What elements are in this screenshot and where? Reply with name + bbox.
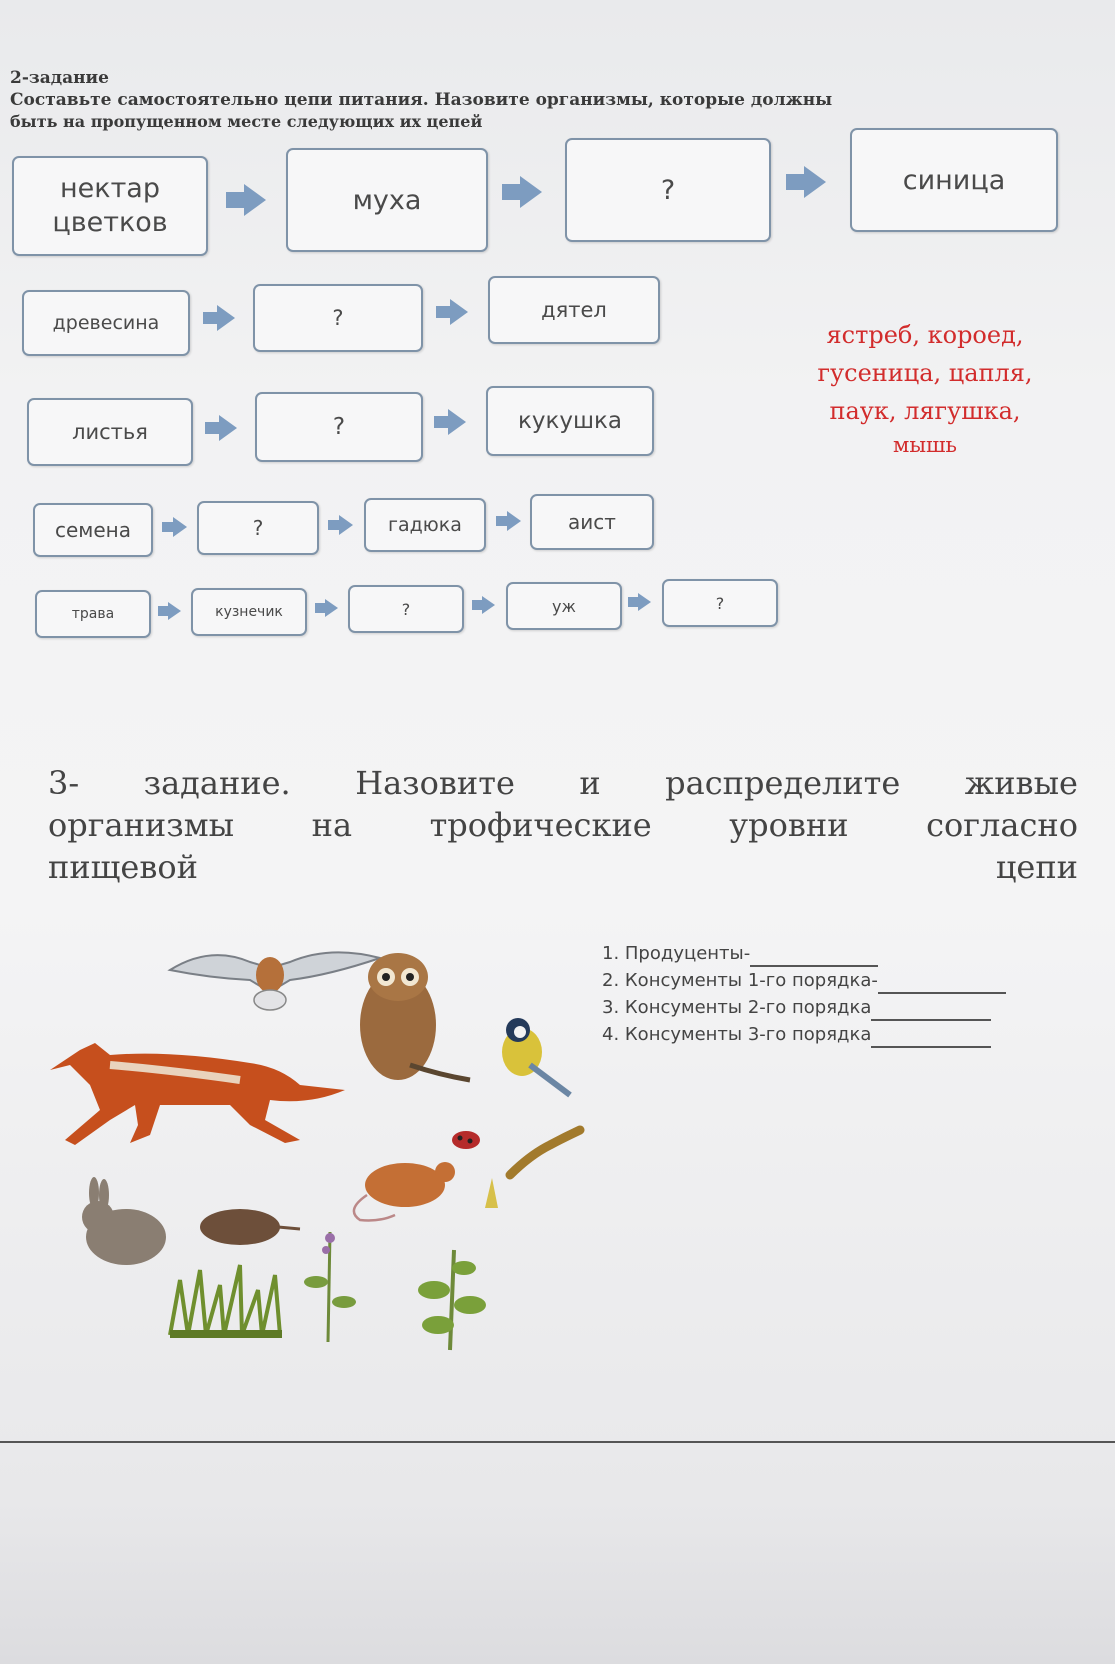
chain3-box-1: листья [27,398,193,466]
chain4-box-1: семена [33,503,153,557]
trophic-levels-list [602,940,1082,1048]
word-bank-line: паук, лягушка, [829,397,1021,425]
task3-heading-line3 [48,848,1078,886]
rabbit-icon [82,1177,166,1265]
chain1-box-3[interactable]: ? [565,138,771,242]
task3-word: 3- [48,764,80,802]
level-3-answer[interactable] [871,1001,991,1021]
chain5-box-4: уж [506,582,622,630]
level-4-label: 4. Консументы 3-го порядка [602,1024,872,1045]
chain5-box-2: кузнечик [191,588,307,636]
task3-word: задание. [143,764,291,802]
chain4-box-2[interactable]: ? [197,501,319,555]
chain2-box-2[interactable]: ? [253,284,423,352]
level-2-answer[interactable] [878,974,1006,994]
task3-word: уровни [729,806,849,844]
level-2-row [602,967,1082,994]
task3-word: распределите [665,764,901,802]
task3-heading-line2 [48,806,1078,844]
task2-instruction-line1: Составьте самостоятельно цепи питания. Назовите организмы, которые должны [10,90,833,110]
task3-word: на [311,806,353,844]
task3-word: цепи [995,848,1078,886]
insect-icon [485,1178,498,1208]
task3-word: Назовите [355,764,515,802]
chain5-box-5[interactable]: ? [662,579,778,627]
level-1-answer[interactable] [750,947,878,967]
level-2-label: 2. Консументы 1-го порядка- [602,970,878,991]
chain2-box-1: древесина [22,290,190,356]
task2-heading: 2-задание [10,68,109,88]
organisms-illustration [40,920,620,1360]
level-4-row [602,1021,1082,1048]
task3-heading-line1 [48,764,1078,802]
word-bank-line: ястреб, короед, [826,321,1024,349]
task3-word: трофические [429,806,652,844]
chain3-box-2[interactable]: ? [255,392,423,462]
mouse-icon [354,1162,455,1220]
owl-icon [360,953,470,1080]
level-3-row [602,994,1082,1021]
word-bank-line: мышь [892,433,957,457]
fox-icon [50,1043,345,1145]
chain5-box-1: трава [35,590,151,638]
task3-word: организмы [48,806,235,844]
chain1-box-4: синица [850,128,1058,232]
level-4-answer[interactable] [871,1028,991,1048]
chain1-box-2: муха [286,148,488,252]
chain1-box-1: нектар цветков [12,156,208,256]
task3-word: живые [964,764,1078,802]
task3-word: согласно [926,806,1078,844]
caterpillar-icon [510,1130,580,1175]
task3-word: пищевой [48,848,198,886]
task3-word: и [579,764,601,802]
chain4-box-4: аист [530,494,654,550]
level-1-row [602,940,1082,967]
ladybug-icon [452,1131,480,1149]
grass-icon [170,1265,282,1338]
plant-icon [304,1232,356,1342]
word-bank-line: гусеница, цапля, [817,359,1033,387]
tit-bird-icon [502,1018,570,1095]
level-1-label: 1. Продуценты- [602,943,751,964]
word-bank [770,316,1080,460]
hawk-icon [170,952,380,1010]
level-3-label: 3. Консументы 2-го порядка [602,997,872,1018]
chain4-box-3: гадюка [364,498,486,552]
page-divider [0,1441,1115,1443]
vole-icon [200,1209,300,1245]
chain5-box-3[interactable]: ? [348,585,464,633]
chain3-box-3: кукушка [486,386,654,456]
chain2-box-3: дятел [488,276,660,344]
nettle-icon [418,1250,486,1350]
task2-instruction-line2: быть на пропущенном месте следующих их цепей [10,112,483,131]
